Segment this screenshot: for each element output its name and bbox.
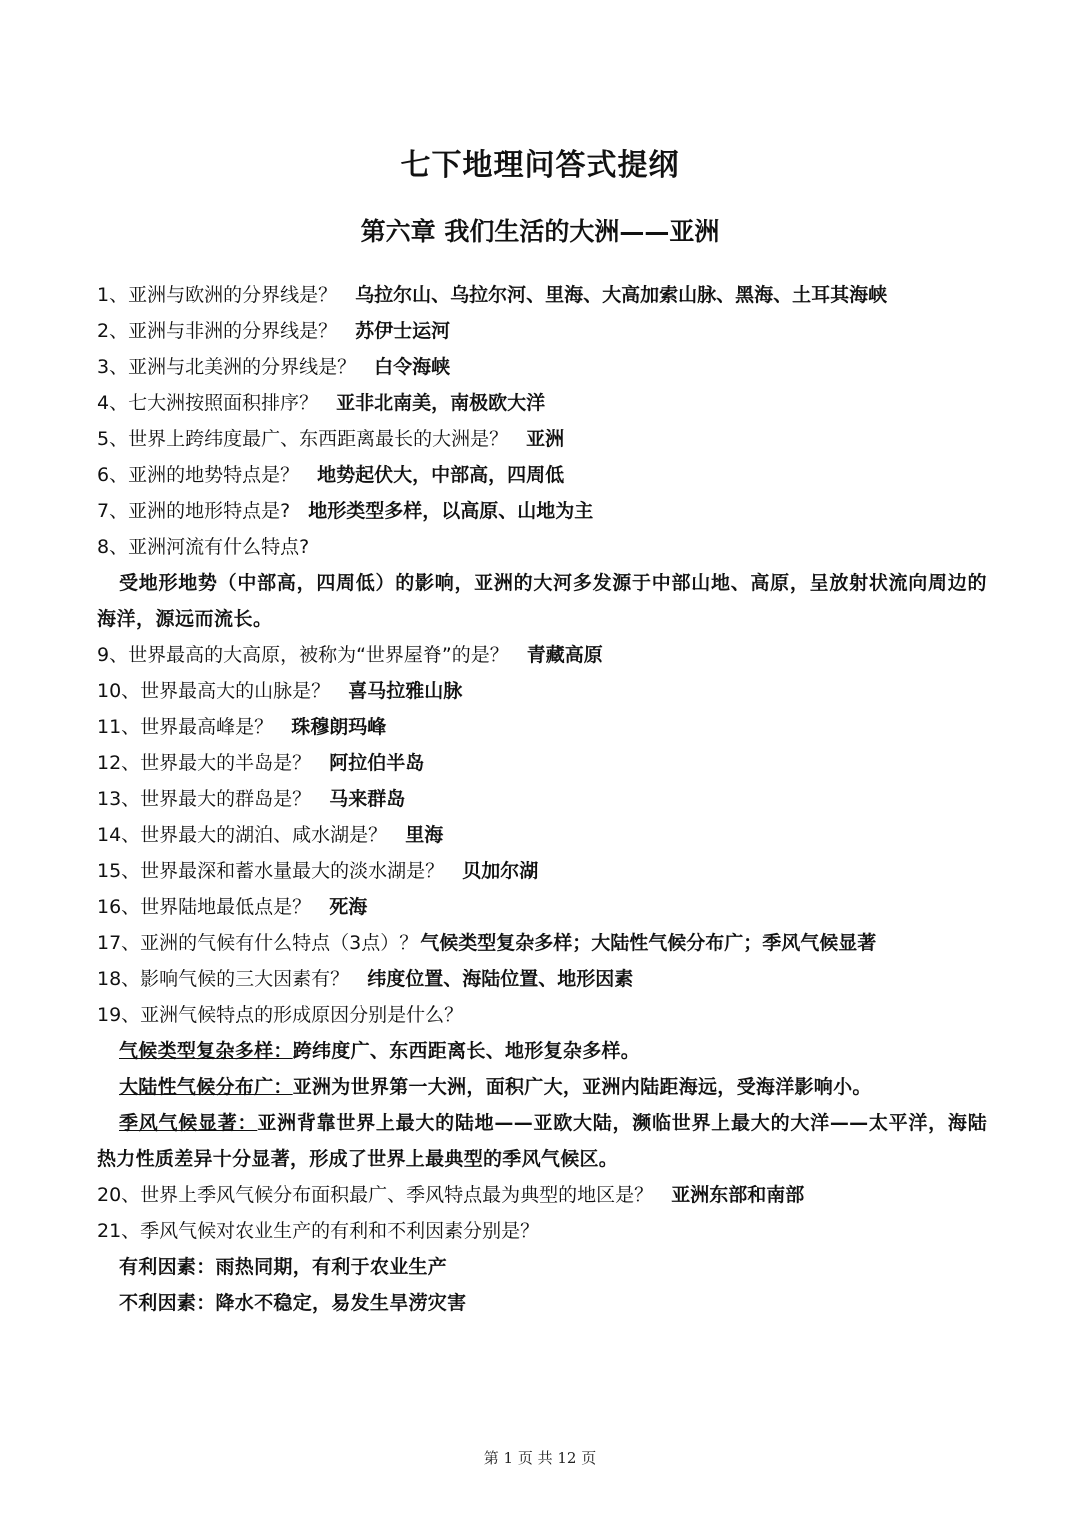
q19-answer-3: [97, 1105, 987, 1177]
qa-item: [97, 637, 987, 673]
question: 18、影响气候的三大因素有？: [97, 968, 350, 990]
chapter-heading: 第六章 我们生活的大洲——亚洲: [360, 217, 720, 246]
question: 12、世界最大的半岛是？: [97, 752, 312, 774]
question: 21、季风气候对农业生产的有利和不利因素分别是？: [97, 1220, 540, 1242]
answer: 亚洲: [526, 428, 565, 450]
answer: 阿拉伯半岛: [329, 752, 425, 774]
q8-answer: 受地形地势（中部高，四周低）的影响，亚洲的大河多发源于中部山地、高原，呈放射状流向周边的海洋，源远而流长。: [97, 572, 987, 630]
answer: 亚洲东部和南部: [671, 1184, 805, 1206]
question: 13、世界最大的群岛是？: [97, 788, 312, 810]
question: 20、世界上季风气候分布面积最广、季风特点最为典型的地区是？: [97, 1184, 654, 1206]
answer: 地形类型多样，以高原、山地为主: [308, 500, 594, 522]
qa-item: [97, 853, 987, 889]
question: 19、亚洲气候特点的形成原因分别是什么？: [97, 1004, 464, 1026]
qa-item: [97, 277, 987, 313]
q19-label: 气候类型复杂多样：: [119, 1040, 293, 1062]
answer: 乌拉尔山、乌拉尔河、里海、大高加索山脉、黑海、土耳其海峡: [355, 284, 888, 306]
answer: 地势起伏大，中部高，四周低: [317, 464, 565, 486]
qa-item: [97, 673, 987, 709]
qa-item: [97, 529, 987, 565]
question: 11、世界最高峰是？: [97, 716, 274, 738]
qa-item: [97, 925, 987, 961]
q19-text: 亚洲背靠世界上最大的陆地——亚欧大陆，濒临世界上最大的大洋——太平洋，海陆热力性质差异十分显著，形成了世界上最典型的季风气候区。: [97, 1112, 987, 1170]
qa-item: [97, 961, 987, 997]
q21-unfavorable: 不利因素：降水不稳定，易发生旱涝灾害: [119, 1292, 467, 1314]
answer: 马来群岛: [329, 788, 406, 810]
answer: 纬度位置、海陆位置、地形因素: [367, 968, 634, 990]
answer: 珠穆朗玛峰: [291, 716, 387, 738]
question: 3、亚洲与北美洲的分界线是？: [97, 356, 357, 378]
qa-item: [97, 349, 987, 385]
qa-item: [97, 781, 987, 817]
question: 5、世界上跨纬度最广、东西距离最长的大洲是？: [97, 428, 509, 450]
question: 9、世界最高的大高原，被称为“世界屋脊”的是？: [97, 644, 509, 666]
question: 1、亚洲与欧洲的分界线是？: [97, 284, 338, 306]
qa-item: [97, 421, 987, 457]
qa-item: [97, 1213, 987, 1249]
q19-label: 季风气候显著：: [119, 1112, 258, 1134]
qa-item: [97, 457, 987, 493]
qa-item: [97, 745, 987, 781]
question: 6、亚洲的地势特点是？: [97, 464, 300, 486]
question: 17、亚洲的气候有什么特点（3点）？: [97, 932, 419, 954]
q19-text: 亚洲为世界第一大洲，面积广大，亚洲内陆距海远，受海洋影响小。: [292, 1076, 872, 1098]
answer: 气候类型复杂多样；大陆性气候分布广；季风气候显著: [420, 932, 877, 954]
answer: 里海: [405, 824, 444, 846]
question: 15、世界最深和蓄水量最大的淡水湖是？: [97, 860, 445, 882]
question: 10、世界最高大的山脉是？: [97, 680, 331, 702]
answer: 苏伊士运河: [355, 320, 451, 342]
qa-item: [97, 709, 987, 745]
q19-label: 大陆性气候分布广：: [119, 1076, 293, 1098]
page-title: 七下地理问答式提纲: [400, 148, 680, 183]
question: 4、七大洲按照面积排序？: [97, 392, 319, 414]
q19-answer-1: [97, 1033, 987, 1069]
question: 7、亚洲的地形特点是?: [97, 500, 291, 522]
answer: 青藏高原: [526, 644, 603, 666]
q21-favorable: 有利因素：雨热同期，有利于农业生产: [119, 1256, 448, 1278]
answer: 喜马拉雅山脉: [348, 680, 463, 702]
page-footer: 第 1 页 共 12 页: [483, 1449, 597, 1467]
question: 2、亚洲与非洲的分界线是？: [97, 320, 338, 342]
qa-item: [97, 493, 987, 529]
qa-item: [97, 997, 987, 1033]
answer: 死海: [329, 896, 368, 918]
question: 8、亚洲河流有什么特点?: [97, 536, 310, 558]
answer: 白令海峡: [374, 356, 451, 378]
question: 14、世界最大的湖泊、咸水湖是？: [97, 824, 388, 846]
question: 16、世界陆地最低点是？: [97, 896, 312, 918]
qa-item: [97, 385, 987, 421]
qa-item: [97, 817, 987, 853]
qa-item: [97, 313, 987, 349]
qa-item: [97, 1177, 987, 1213]
q19-answer-2: [97, 1069, 987, 1105]
qa-content: [97, 277, 987, 1321]
answer: 贝加尔湖: [462, 860, 539, 882]
qa-item: [97, 889, 987, 925]
answer: 亚非北南美，南极欧大洋: [336, 392, 546, 414]
q19-text: 跨纬度广、东西距离长、地形复杂多样。: [292, 1040, 641, 1062]
